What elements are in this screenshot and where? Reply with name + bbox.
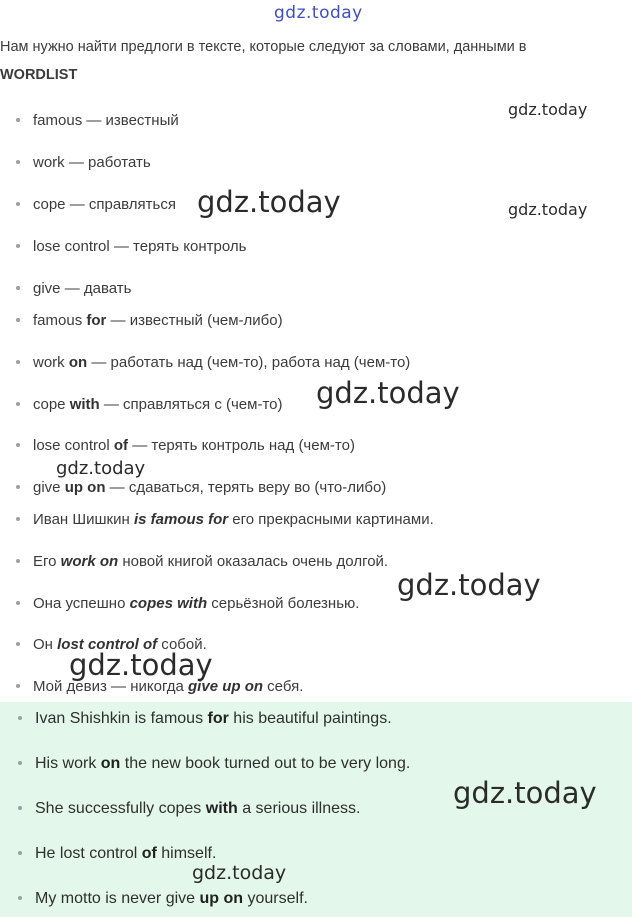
list-item — [16, 280, 131, 297]
list-item — [16, 479, 386, 496]
phrase-word: give — [33, 479, 65, 496]
bullet-icon — [16, 517, 20, 521]
list-item — [16, 437, 355, 454]
answer-item — [18, 710, 392, 728]
intro-wordlist-label: WORDLIST — [0, 67, 78, 83]
translation: — давать — [60, 280, 132, 297]
watermark: gdz.today — [56, 458, 146, 479]
sentence-text: yourself. — [243, 890, 308, 907]
bullet-icon — [18, 761, 22, 765]
bullet-icon — [16, 684, 20, 688]
highlighted-phrase: give up on — [188, 678, 264, 695]
sentence-text: the new book turned out to be very long. — [120, 755, 411, 772]
watermark: gdz.today — [508, 100, 588, 119]
bullet-icon — [18, 896, 22, 900]
word: famous — [33, 112, 83, 129]
watermark-top: gdz.today — [274, 3, 363, 23]
preposition: of — [141, 845, 157, 862]
sentence-text: Иван Шишкин — [33, 511, 134, 528]
phrase-word: lose control — [33, 437, 114, 454]
sentence-text: himself. — [156, 845, 217, 862]
sentence-text: Она успешно — [33, 595, 130, 612]
sentence-text: себя. — [263, 678, 304, 695]
bullet-icon — [16, 244, 20, 248]
translation: — справляться с (чем-то) — [99, 396, 283, 413]
list-item — [16, 511, 434, 528]
translation: — сдаваться, терять веру во (что-либо) — [105, 479, 387, 496]
sentence-text: His work — [35, 755, 101, 772]
sentence-text: his beautiful paintings. — [228, 710, 392, 727]
phrase-word: cope — [33, 396, 70, 413]
word: give — [33, 280, 61, 297]
bullet-icon — [18, 806, 22, 810]
watermark: gdz.today — [453, 776, 597, 810]
translation: — терять контроль над (чем-то) — [128, 437, 355, 454]
watermark: gdz.today — [197, 185, 341, 219]
highlighted-phrase: lost control of — [57, 636, 158, 653]
bullet-icon — [16, 443, 20, 447]
list-item — [16, 196, 176, 213]
list-item — [16, 112, 179, 129]
answer-item — [18, 800, 360, 818]
preposition: on — [100, 755, 121, 772]
highlighted-phrase: copes with — [129, 595, 208, 612]
sentence-text: He lost control — [35, 845, 142, 862]
preposition: for — [207, 710, 229, 727]
preposition: for — [86, 312, 107, 329]
list-item — [16, 553, 388, 570]
phrase-word: work — [33, 354, 69, 371]
sentence-text: новой книгой оказалась очень долгой. — [118, 553, 389, 570]
bullet-icon — [16, 160, 20, 164]
preposition: up on — [199, 890, 244, 907]
list-item — [16, 154, 151, 171]
bullet-icon — [16, 559, 20, 563]
intro-line: Нам нужно найти предлоги в тексте, которые следуют за словами, данными в — [0, 39, 527, 55]
bullet-icon — [18, 851, 22, 855]
translation: — справляться — [65, 196, 176, 213]
sentence-text: его прекрасными картинами. — [228, 511, 434, 528]
word: cope — [33, 196, 66, 213]
sentence-text: My motto is never give — [35, 890, 200, 907]
bullet-icon — [16, 202, 20, 206]
highlighted-phrase: is famous for — [133, 511, 229, 528]
bullet-icon — [16, 118, 20, 122]
bullet-icon — [16, 402, 20, 406]
answer-item — [18, 845, 216, 863]
list-item — [16, 354, 410, 371]
phrase-word: famous — [33, 312, 87, 329]
translation: — известный (чем-либо) — [106, 312, 283, 329]
bullet-icon — [16, 286, 20, 290]
watermark: gdz.today — [192, 862, 287, 884]
translation: — терять контроль — [109, 238, 247, 255]
bullet-icon — [16, 642, 20, 646]
answer-item — [18, 890, 308, 908]
watermark: gdz.today — [508, 200, 588, 219]
list-item — [16, 595, 359, 612]
sentence-text: a serious illness. — [237, 800, 361, 817]
preposition: up on — [64, 479, 106, 496]
sentence-text: Его — [33, 553, 61, 570]
preposition: with — [69, 396, 100, 413]
watermark: gdz.today — [316, 376, 460, 410]
sentence-text: собой. — [157, 636, 207, 653]
translation: — работать над (чем-то), работа над (чем-то) — [87, 354, 411, 371]
preposition: of — [113, 437, 129, 454]
sentence-text: Ivan Shishkin is famous — [35, 710, 208, 727]
word: work — [33, 154, 65, 171]
sentence-text: She successfully copes — [35, 800, 206, 817]
word: lose control — [33, 238, 110, 255]
preposition: on — [68, 354, 88, 371]
list-item — [16, 396, 283, 413]
bullet-icon — [16, 485, 20, 489]
list-item — [16, 238, 246, 255]
watermark: gdz.today — [69, 648, 213, 682]
bullet-icon — [18, 716, 22, 720]
preposition: with — [205, 800, 238, 817]
bullet-icon — [16, 601, 20, 605]
sentence-text: серьёзной болезнью. — [207, 595, 360, 612]
watermark: gdz.today — [397, 568, 541, 602]
translation: — работать — [64, 154, 151, 171]
list-item — [16, 312, 283, 329]
intro-text — [0, 33, 632, 89]
bullet-icon — [16, 360, 20, 364]
sentence-text: Мой девиз — никогда — [33, 678, 189, 695]
translation: — известный — [82, 112, 179, 129]
answer-item — [18, 755, 410, 773]
sentence-text: Он — [33, 636, 58, 653]
highlighted-phrase: work on — [60, 553, 119, 570]
bullet-icon — [16, 318, 20, 322]
